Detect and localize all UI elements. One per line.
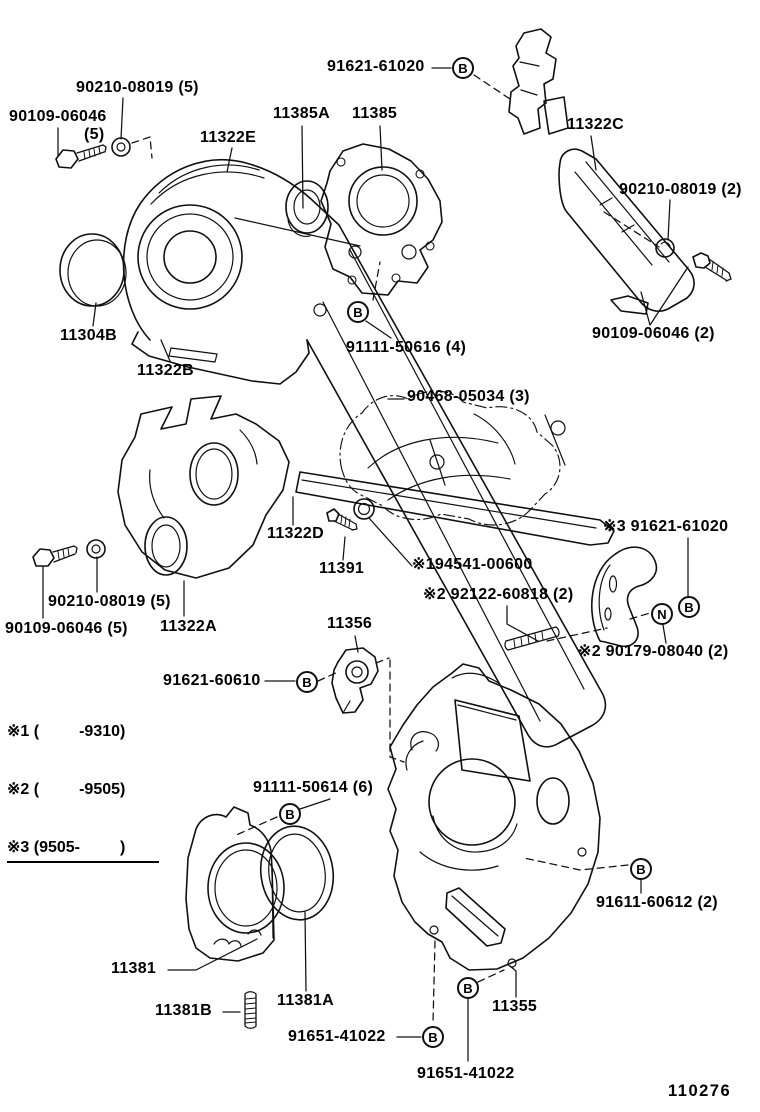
callout-b-5: B [279, 803, 301, 825]
label-11381: 11381 [111, 960, 157, 977]
bracket-91621-top [509, 29, 568, 134]
callout-b-7: B [457, 977, 479, 999]
applicability-legend [7, 685, 159, 899]
label-11381a: 11381A [277, 992, 334, 1009]
label-91621-60610: 91621-60610 [163, 672, 261, 689]
label-90468-05034-3: 90468-05034 (3) [407, 388, 530, 405]
label-11322c: 11322C [567, 116, 624, 133]
pump-plate-11385 [321, 144, 442, 295]
label-90210-08019-2: 90210-08019 (2) [619, 181, 742, 198]
label-11391: 11391 [319, 560, 365, 577]
label-11381b: 11381B [155, 1002, 212, 1019]
label-11385a: 11385A [273, 105, 330, 122]
stud-11381b [245, 992, 256, 1029]
callout-n-1: N [651, 603, 673, 625]
bolt-90109-lower [33, 546, 77, 566]
washer-90210-lower [87, 540, 105, 558]
label-11356: 11356 [327, 615, 373, 632]
callout-b-6: B [630, 858, 652, 880]
stud-11391 [327, 509, 357, 530]
seal-11304b [60, 234, 126, 306]
label-11322b: 11322B [137, 362, 194, 379]
label-91621-61020-top: 91621-61020 [327, 58, 425, 75]
label-91651-41022-lower: 91651-41022 [417, 1065, 515, 1082]
label-91651-41022-upper: 91651-41022 [288, 1028, 386, 1045]
callout-b-8: B [422, 1026, 444, 1048]
label-91611-60612-2: 91611-60612 (2) [596, 894, 718, 911]
end-plate-11355 [388, 664, 600, 970]
callout-b-4: B [296, 671, 318, 693]
callout-b-3: B [678, 596, 700, 618]
bracket-11356 [332, 648, 378, 713]
legend-line-3 [7, 837, 159, 863]
figure-number: 110276 [668, 1082, 732, 1100]
label-91111-50616-4: 91111-50616 (4) [346, 339, 467, 356]
timing-cover-11322a [118, 396, 289, 578]
label-11322e: 11322E [200, 129, 257, 146]
label-11355: 11355 [492, 998, 538, 1015]
label-11322d: 11322D [267, 525, 324, 542]
seal-194541 [354, 499, 374, 519]
legend-line-2: ※2 ( -9505) [7, 781, 126, 798]
label-90109-06046-2: 90109-06046 (2) [592, 325, 715, 342]
label-92122-60818-2: ※2 92122-60818 (2) [423, 586, 574, 603]
label-91621-61020-x3: ※3 91621-61020 [603, 518, 729, 535]
legend-line-1: ※1 ( -9310) [7, 723, 126, 740]
bolt-90109-right [693, 253, 731, 281]
label-90210-08019-5-lower: 90210-08019 (5) [48, 593, 171, 610]
bolt-90109-top [56, 145, 106, 168]
retainer-11381 [186, 807, 284, 961]
callout-b-2: B [347, 301, 369, 323]
leader-lines [43, 68, 688, 1061]
label-90109-06046-5-top: 90109-06046 [9, 108, 107, 125]
gasket-11381a [255, 821, 339, 924]
washer-90210-top [112, 138, 130, 156]
label-91111-50614-6: 91111-50614 (6) [253, 779, 374, 796]
label-90210-08019-5-top: 90210-08019 (5) [76, 79, 199, 96]
label-90109-06046-5-lower: 90109-06046 (5) [5, 620, 128, 637]
hook-bracket-91621 [592, 547, 657, 646]
callout-b-1: B [452, 57, 474, 79]
label-194541-00600: ※194541-00600 [412, 556, 533, 573]
label-11322a: 11322A [160, 618, 217, 635]
stud-92122 [505, 627, 559, 650]
label-90179-08040-2: ※2 90179-08040 (2) [578, 643, 729, 660]
label-11304b: 11304B [60, 327, 117, 344]
legend-line-3-text: ※3 (9505- ) [7, 837, 159, 863]
label-11385: 11385 [352, 105, 398, 122]
label-90109-06046-5-qty: (5) [84, 126, 105, 143]
